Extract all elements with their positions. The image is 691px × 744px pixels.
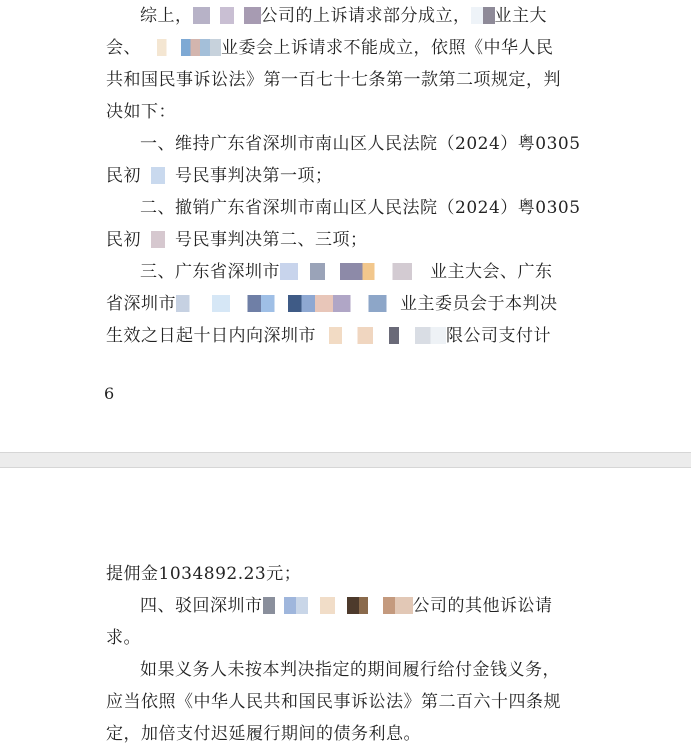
redaction-mask [263, 597, 413, 614]
text-segment: 号民事判决第一项； [175, 166, 333, 186]
text-segment: 三、广东省深圳市 [140, 262, 280, 282]
text-segment: 业委会上诉请求不能成立，依照《中华人民 [221, 38, 554, 58]
text-segment: 生效之日起十日内向深圳市 [106, 326, 316, 346]
text-line [106, 724, 586, 744]
text-segment: 一、维持广东省深圳市南山区人民法院（2024）粤0305 [140, 134, 581, 154]
text-segment: 求。 [106, 628, 141, 648]
text-line [106, 38, 586, 58]
redaction-mask [141, 39, 221, 56]
text-line [140, 596, 586, 616]
redaction-mask [193, 7, 261, 24]
text-line [140, 198, 586, 218]
text-segment: 共和国民事诉讼法》第一百七十七条第一款第二项规定，判 [106, 70, 561, 90]
text-segment: 业主委员会于本判决 [400, 294, 558, 314]
text-line [106, 326, 586, 346]
document-page-2 [0, 468, 691, 744]
text-line [140, 660, 586, 680]
page-separator [0, 452, 691, 468]
redaction-mask [141, 167, 175, 184]
text-line [106, 564, 586, 584]
text-segment: 如果义务人未按本判决指定的期间履行给付金钱义务， [140, 660, 560, 680]
text-line [140, 262, 586, 282]
text-segment: 业主大会、广东 [430, 262, 553, 282]
text-segment: 公司的其他诉讼请 [412, 596, 553, 616]
text-line [106, 692, 586, 712]
text-segment: 民初 [106, 166, 141, 186]
text-segment: 业主大 [494, 6, 547, 26]
text-line [106, 294, 586, 314]
redaction-mask [316, 327, 446, 344]
text-line [106, 166, 586, 186]
text-segment: 公司的上诉请求部分成立， [260, 6, 471, 26]
text-line [106, 628, 586, 648]
text-segment: 二、撤销广东省深圳市南山区人民法院（2024）粤0305 [140, 198, 581, 218]
text-segment: 应当依照《中华人民共和国民事诉讼法》第二百六十四条规 [106, 692, 561, 712]
redaction-mask [280, 263, 430, 280]
text-segment: 省深圳市 [106, 294, 176, 314]
text-segment: 提佣金1034892.23元； [106, 564, 302, 584]
text-segment: 决如下： [106, 102, 176, 122]
text-segment: 定，加倍支付迟延履行期间的债务利息。 [106, 724, 421, 744]
text-line [106, 230, 586, 250]
text-segment: 会、 [106, 38, 141, 58]
text-segment: 号民事判决第二、三项； [175, 230, 368, 250]
text-line [106, 70, 586, 90]
text-line [140, 6, 586, 26]
text-segment: 民初 [106, 230, 141, 250]
text-line [140, 134, 586, 154]
redaction-mask [176, 295, 400, 312]
text-segment: 综上， [140, 6, 193, 26]
text-segment: 限公司支付计 [446, 326, 551, 346]
redaction-mask [471, 7, 495, 24]
redaction-mask [141, 231, 175, 248]
text-line [106, 102, 586, 122]
page-number: 6 [104, 384, 115, 403]
text-segment: 四、驳回深圳市 [140, 596, 263, 616]
